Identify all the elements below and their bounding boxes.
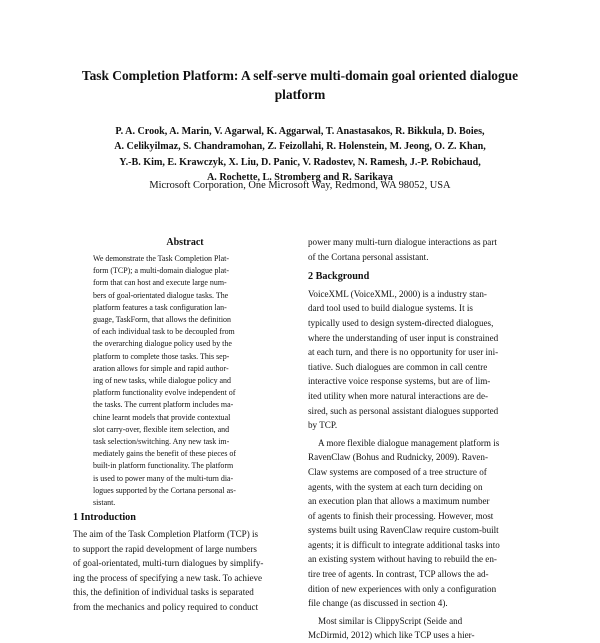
author-line: P. A. Crook, A. Marin, V. Agarwal, K. Aggarwal, T. Anastasakos, R. Bikkula, D. Boies, xyxy=(115,126,485,137)
background-line: Most similar is ClippyScript (Seide and xyxy=(318,615,463,626)
abstract-line: ing of new tasks, while dialogue policy and xyxy=(93,376,231,386)
author-list xyxy=(40,124,560,186)
introduction-heading: 1 Introduction xyxy=(73,512,136,523)
abstract-line: form that can host and execute large num- xyxy=(93,278,227,288)
abstract-heading: Abstract xyxy=(166,237,204,248)
background-line: file change (as discussed in section 4). xyxy=(308,598,448,609)
abstract-line: sistant. xyxy=(93,498,116,508)
background-line: interactive voice response systems, but are of lim- xyxy=(308,376,491,387)
abstract-line: is used to power many of the multi-turn dia- xyxy=(93,473,234,483)
abstract-line: built-in platform functionality. The platform xyxy=(93,461,234,471)
background-line: an existing system without having to rebuild the en- xyxy=(308,554,497,565)
title-line: platform xyxy=(274,87,326,102)
abstract-line: mediately gains the benefit of these pieces of xyxy=(93,449,237,459)
abstract-line: guage, TaskForm, that allows the definition xyxy=(93,315,231,325)
background-line: VoiceXML (VoiceXML, 2000) is a industry stan- xyxy=(308,288,487,299)
background-line: ited utility when more natural interactions are de- xyxy=(308,390,489,401)
title-line: Task Completion Platform: A self-serve multi-domain goal oriented dialogue xyxy=(81,68,519,83)
author-line: A. Rochette, L. Stromberg and R. Sarikaya xyxy=(207,172,393,184)
abstract-line: chine learnt models that provide contextual xyxy=(93,412,231,422)
continuation-line: power many multi-turn dialogue interactions as part xyxy=(308,237,497,247)
abstract-line: slot carry-over, flexible item selection, and xyxy=(93,424,230,434)
intro-line: to support the rapid development of large numbers xyxy=(73,543,257,554)
abstract-line: the overarching dialogue policy used by the xyxy=(93,339,232,349)
intro-line: this, the definition of individual tasks is separated xyxy=(73,587,254,598)
background-line: at each turn, and there is no opportunity for user ini- xyxy=(308,347,499,358)
background-line: of agents to finish their processing. However, most xyxy=(308,510,494,521)
background-line: tiative. Such dialogues are common in call centre xyxy=(308,361,488,372)
intro-line: The aim of the Task Completion Platform (TCP) is xyxy=(73,529,259,539)
abstract-line: platform to complete those tasks. This sep- xyxy=(93,351,230,361)
abstract-line: form (TCP); a multi-domain dialogue plat- xyxy=(93,266,230,276)
background-line: tire tree of agents. In contrast, TCP allows the ad- xyxy=(308,569,489,580)
background-line: by TCP. xyxy=(308,420,338,431)
author-line: A. Celikyilmaz, S. Chandramohan, Z. Feizollahi, R. Holenstein, M. Jeong, O. Z. Khan, xyxy=(114,141,486,153)
background-line: agents, with the system at each turn deciding on xyxy=(308,481,483,492)
author-line: Y.-B. Kim, E. Krawczyk, X. Liu, D. Panic, V. Radostev, N. Ramesh, J.-P. Robichaud, xyxy=(119,156,481,168)
background-line: McDirmid, 2012) which like TCP uses a hier- xyxy=(308,630,475,641)
right-column xyxy=(308,235,528,643)
abstract-line: the tasks. The current platform includes ma- xyxy=(93,400,234,410)
abstract-line: aration allows for simple and rapid author- xyxy=(93,363,229,373)
background-line: typically used to design system-directed dialogues, xyxy=(308,317,494,328)
background-line: systems built using RavenClaw require custom-built xyxy=(308,525,499,536)
abstract-line: bers of goal-orientated dialogue tasks. The xyxy=(93,290,229,300)
background-line: an execution plan that allows a maximum number xyxy=(308,496,490,507)
background-line: agents; it is difficult to integrate additional tasks into xyxy=(308,539,500,550)
intro-line: from the mechanics and policy required to conduct xyxy=(73,601,259,612)
background-line: A more flexible dialogue management platform is xyxy=(318,437,500,448)
background-line: RavenClaw (Bohus and Rudnicky, 2009). Raven- xyxy=(308,452,488,463)
abstract-line: platform functionality evolve independent of xyxy=(93,388,236,398)
abstract-line: of each individual task to be decoupled from xyxy=(93,327,235,337)
affiliation: Microsoft Corporation, One Microsoft Way, Redmond, WA 98052, USA xyxy=(149,180,451,191)
intro-line: ing the process of specifying a new task. To achieve xyxy=(73,572,263,583)
background-line: sired, such as personal assistant dialogues supported xyxy=(308,405,499,416)
abstract-line: task selection/switching. Any new task im- xyxy=(93,437,230,447)
paper-title xyxy=(60,66,540,104)
background-line: dition of new experiences with only a configuration xyxy=(308,583,497,594)
background-line: dard tool used to build dialogue systems. It is xyxy=(308,303,473,314)
introduction-body xyxy=(73,527,299,615)
abstract-line: logues supported by the Cortana personal as- xyxy=(93,485,236,495)
background-heading: 2 Background xyxy=(308,271,370,283)
abstract-body xyxy=(93,253,278,509)
background-line: where the understanding of user input is constrained xyxy=(308,332,499,343)
background-line: Claw systems are composed of a tree structure of xyxy=(308,466,487,477)
intro-line: of goal-orientated, multi-turn dialogues by simplify- xyxy=(73,558,264,569)
abstract-line: We demonstrate the Task Completion Plat- xyxy=(93,254,229,263)
continuation-line: of the Cortana personal assistant. xyxy=(308,251,429,262)
abstract-line: platform features a task configuration lan- xyxy=(93,302,227,312)
